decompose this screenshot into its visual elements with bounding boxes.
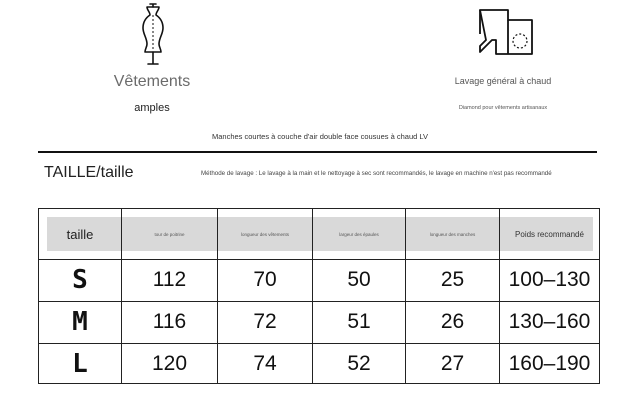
table-cell: 100–130 xyxy=(508,268,591,291)
table-cell: 52 xyxy=(347,352,371,375)
table-cell: 27 xyxy=(440,352,465,375)
wash-title: Lavage général à chaud xyxy=(454,76,552,86)
table-cell: 50 xyxy=(347,268,371,291)
table-cell-size: S xyxy=(72,265,88,295)
size-table xyxy=(38,208,600,384)
washing-machine-icon xyxy=(474,8,536,56)
table-cell: 26 xyxy=(440,310,465,333)
header-sleeve: longueur des manches xyxy=(429,231,476,237)
header-length: longueur des vêtements xyxy=(240,231,290,237)
section-divider xyxy=(38,151,597,153)
fit-title: Vêtements xyxy=(113,73,191,90)
table-cell: 116 xyxy=(152,310,187,333)
header-shoulder: largeur des épaules xyxy=(339,231,379,237)
table-cell: 51 xyxy=(347,310,371,333)
table-cell: 25 xyxy=(440,268,465,291)
table-cell: 160–190 xyxy=(508,352,591,375)
size-heading: TAILLE/taille xyxy=(44,164,134,181)
wash-method-note: Méthode de lavage : Le lavage à la main et le nettoyage à sec sont recommandés, le lavage en machine n'est pas recommandé xyxy=(201,170,552,177)
table-cell: 74 xyxy=(253,352,277,375)
table-cell: 112 xyxy=(152,268,187,291)
header-weight: Poids recommandé xyxy=(515,229,584,239)
sleeve-note: Manches courtes à couche d'air double face cousues à chaud LV xyxy=(211,132,428,141)
table-cell: 120 xyxy=(151,352,188,375)
header-size: taille xyxy=(66,226,94,242)
table-cell-size: L xyxy=(72,349,88,379)
table-cell: 70 xyxy=(253,268,277,291)
table-cell: 130–160 xyxy=(508,310,591,333)
table-cell-size: M xyxy=(72,307,88,337)
fit-subtitle: amples xyxy=(134,102,170,114)
wash-subtitle: Diamond pour vêtements artisanaux xyxy=(458,105,548,111)
header-chest: tour de poitrine xyxy=(154,231,185,237)
mannequin-icon xyxy=(136,2,170,68)
table-cell: 72 xyxy=(253,310,277,333)
